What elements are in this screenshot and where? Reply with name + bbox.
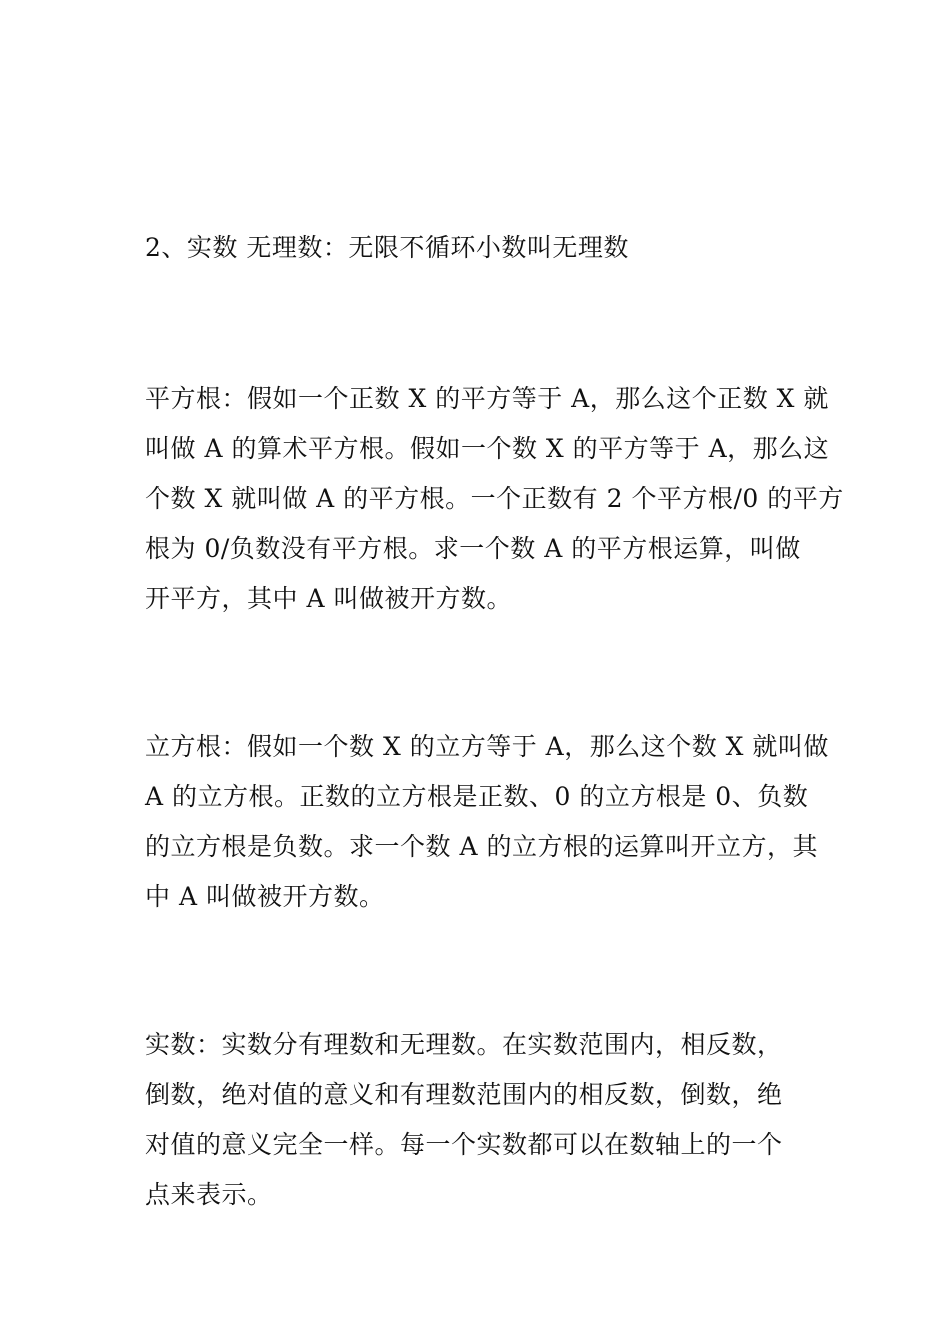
paragraph-line: 个数 X 就叫做 A 的平方根。一个正数有 2 个平方根/0 的平方 (145, 484, 844, 513)
section-heading (145, 223, 810, 273)
paragraph-line: A 的立方根。正数的立方根是正数、0 的立方根是 0、负数 (145, 782, 809, 811)
paragraph-line: 倒数，绝对值的意义和有理数范围内的相反数，倒数，绝 (145, 1080, 783, 1109)
paragraph-line: 对值的意义完全一样。每一个实数都可以在数轴上的一个 (145, 1130, 783, 1159)
paragraph-line: 叫做 A 的算术平方根。假如一个数 X 的平方等于 A，那么这 (145, 434, 830, 463)
cube-root-paragraph (145, 722, 829, 922)
paragraph-line: 点来表示。 (145, 1180, 273, 1209)
square-root-paragraph (145, 374, 844, 624)
paragraph-line: 根为 0/负数没有平方根。求一个数 A 的平方根运算，叫做 (145, 534, 801, 563)
real-numbers-paragraph (145, 1020, 810, 1220)
heading-line: 2、实数 无理数：无限不循环小数叫无理数 (145, 233, 629, 262)
paragraph-line: 中 A 叫做被开方数。 (145, 882, 385, 911)
paragraph-line: 的立方根是负数。求一个数 A 的立方根的运算叫开立方，其 (145, 832, 818, 861)
paragraph-line: 平方根：假如一个正数 X 的平方等于 A，那么这个正数 X 就 (145, 384, 829, 413)
paragraph-line: 立方根：假如一个数 X 的立方等于 A，那么这个数 X 就叫做 (145, 732, 829, 761)
paragraph-line: 开平方，其中 A 叫做被开方数。 (145, 584, 512, 613)
paragraph-line: 实数：实数分有理数和无理数。在实数范围内，相反数， (145, 1030, 783, 1059)
